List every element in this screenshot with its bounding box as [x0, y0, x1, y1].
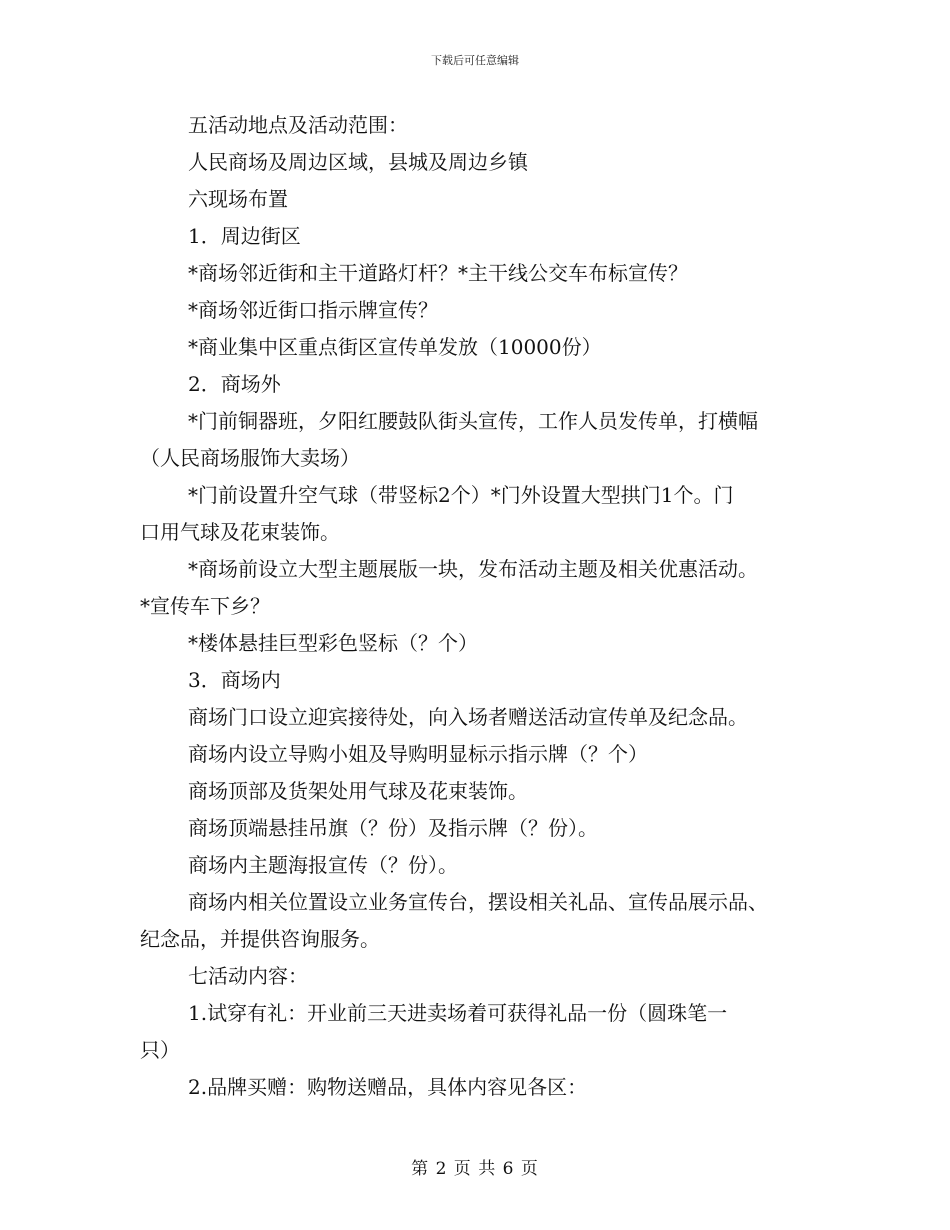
line-text: 1.试穿有礼：开业前三天进卖场着可获得礼品一份（圆珠笔一	[188, 1001, 728, 1025]
list-item	[140, 292, 820, 329]
line-text: *商场前设立大型主题展版一块，发布活动主题及相关优惠活动。	[188, 557, 758, 581]
line-text: *楼体悬挂巨型彩色竖标（？个）	[188, 631, 478, 655]
line-text: 只）	[140, 1038, 180, 1062]
line-text: 七活动内容：	[188, 964, 308, 988]
text-line	[140, 144, 820, 181]
list-item	[140, 255, 820, 292]
document-body	[140, 107, 820, 1106]
list-item	[140, 551, 820, 588]
section-heading	[140, 181, 820, 218]
section-heading	[140, 958, 820, 995]
line-text: （人民商场服饰大卖场）	[140, 446, 360, 470]
text-line	[140, 107, 820, 144]
subsection-heading	[140, 218, 820, 255]
list-item	[140, 810, 820, 847]
line-text: 2．商场外	[188, 372, 281, 396]
list-item	[140, 625, 820, 662]
list-item	[140, 588, 820, 625]
list-item	[140, 995, 820, 1032]
line-text: 3．商场内	[188, 668, 281, 692]
list-item	[140, 1069, 820, 1106]
line-text: *门前铜器班，夕阳红腰鼓队街头宣传，工作人员发传单，打横幅	[188, 409, 758, 433]
line-text: 2.品牌买赠：购物送赠品，具体内容见各区：	[188, 1075, 588, 1099]
line-text: 商场顶部及货架处用气球及花束装饰。	[188, 779, 528, 803]
line-text: 纪念品，并提供咨询服务。	[140, 927, 380, 951]
list-item	[140, 477, 820, 514]
line-text: 商场内设立导购小姐及导购明显标示指示牌（？个）	[188, 742, 648, 766]
list-item-continuation	[140, 514, 820, 551]
page-header: 下载后可任意编辑	[431, 54, 519, 67]
line-text: *商场邻近街和主干道路灯杆？*主干线公交车布标宣传？	[188, 261, 688, 285]
list-item-continuation	[140, 440, 820, 477]
page-footer: 第 2 页 共 6 页	[411, 1159, 539, 1179]
line-text: 商场顶端悬挂吊旗（？份）及指示牌（？份）。	[188, 816, 598, 840]
line-text: 口用气球及花束装饰。	[140, 520, 340, 544]
list-item	[140, 736, 820, 773]
line-text: *商场邻近街口指示牌宣传？	[188, 298, 438, 322]
line-text: *商业集中区重点街区宣传单发放（10000份）	[188, 335, 602, 359]
line-text: 六现场布置	[188, 187, 288, 211]
line-text: 商场内相关位置设立业务宣传台，摆设相关礼品、宣传品展示品、	[188, 890, 768, 914]
line-text: *宣传车下乡？	[140, 594, 270, 618]
line-text: 五活动地点及活动范围：	[188, 113, 408, 137]
line-text: 1．周边街区	[188, 224, 301, 248]
list-item	[140, 884, 820, 921]
subsection-heading	[140, 662, 820, 699]
line-text: 商场内主题海报宣传（？份）。	[188, 853, 458, 877]
list-item-continuation	[140, 921, 820, 958]
line-text: 人民商场及周边区域，县城及周边乡镇	[188, 150, 528, 174]
subsection-heading	[140, 366, 820, 403]
list-item	[140, 403, 820, 440]
list-item	[140, 329, 820, 366]
line-text: 商场门口设立迎宾接待处，向入场者赠送活动宣传单及纪念品。	[188, 705, 748, 729]
line-text: *门前设置升空气球（带竖标2个）*门外设置大型拱门1个。门	[188, 483, 734, 507]
list-item	[140, 847, 820, 884]
list-item	[140, 773, 820, 810]
list-item	[140, 699, 820, 736]
list-item-continuation	[140, 1032, 820, 1069]
